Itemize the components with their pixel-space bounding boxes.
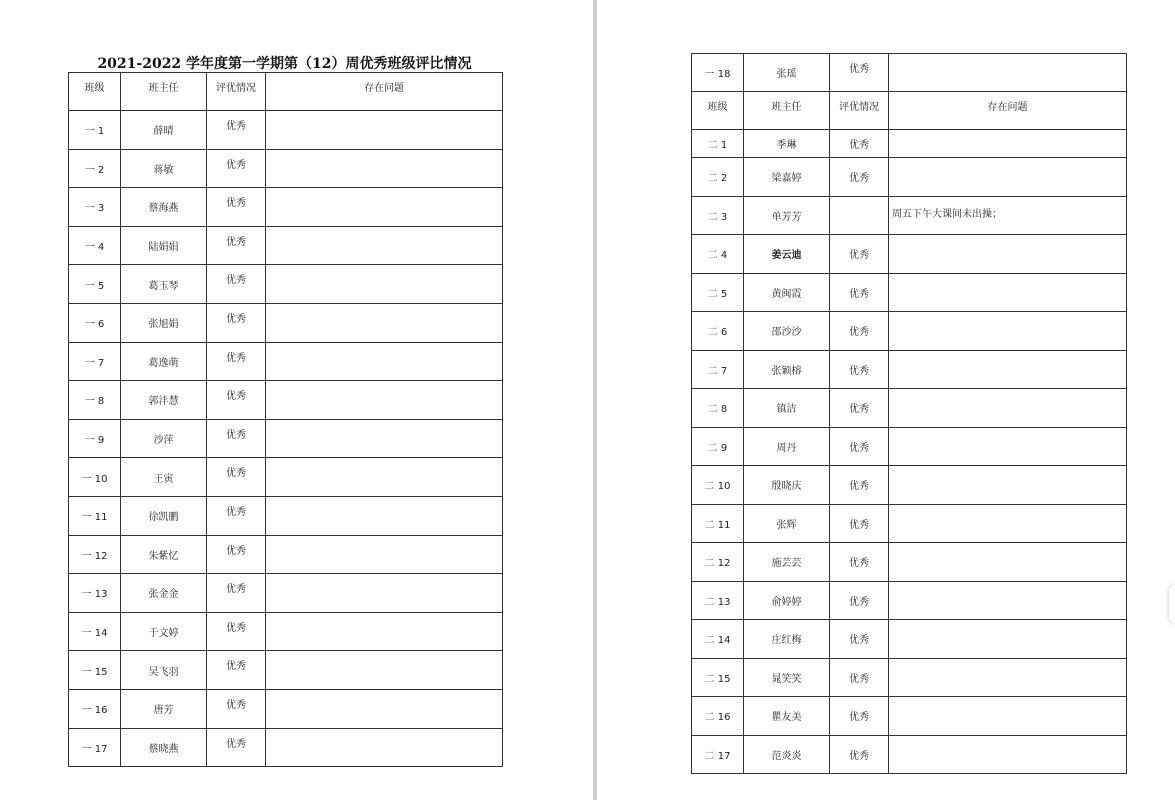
cell-issue [266, 342, 503, 381]
cell-class: 二 7 [692, 350, 744, 389]
cell-issue [266, 111, 503, 150]
table-row [69, 188, 503, 227]
table-row [69, 535, 503, 574]
cell-rating: 优秀 [830, 130, 889, 158]
cell-teacher: 薛晴 [121, 111, 207, 150]
cell-rating: 优秀 [207, 303, 266, 342]
cell-issue [266, 419, 503, 458]
cell-class: 一 17 [69, 728, 121, 767]
table-row [69, 574, 503, 613]
cell-teacher: 张旭娟 [121, 303, 207, 342]
table-row [692, 620, 1127, 659]
cell-rating: 优秀 [207, 381, 266, 420]
cell-teacher: 沙萍 [121, 419, 207, 458]
cell-rating: 优秀 [830, 504, 889, 543]
cell-issue [889, 504, 1127, 543]
table-row [69, 342, 503, 381]
table-row [692, 312, 1127, 351]
table-row [692, 504, 1127, 543]
cell-class: 二 4 [692, 235, 744, 274]
cell-rating: 优秀 [207, 149, 266, 188]
cell-issue [889, 427, 1127, 466]
cell-teacher: 瞿友美 [744, 697, 830, 736]
cell-rating: 优秀 [830, 735, 889, 774]
cell-issue [889, 350, 1127, 389]
table-header-row [69, 73, 503, 111]
cell-class: 一 11 [69, 496, 121, 535]
table-row [69, 149, 503, 188]
rating-table-grade-2 [691, 53, 1127, 774]
cell-teacher: 徐凯鹏 [121, 496, 207, 535]
cell-rating: 优秀 [830, 620, 889, 659]
cell-class: 二 6 [692, 312, 744, 351]
cell-teacher: 姜云迪 [744, 235, 830, 274]
cell-rating: 优秀 [207, 458, 266, 497]
cell-teacher: 陆娟娟 [121, 226, 207, 265]
header-class: 班级 [692, 92, 744, 130]
cell-teacher: 唐芳 [121, 689, 207, 728]
cell-class: 一 6 [69, 303, 121, 342]
cell-rating: 优秀 [830, 427, 889, 466]
cell-teacher: 朱紫忆 [121, 535, 207, 574]
cell-rating: 优秀 [207, 419, 266, 458]
cell-rating: 优秀 [830, 543, 889, 582]
cell-class: 一 14 [69, 612, 121, 651]
cell-rating: 优秀 [830, 235, 889, 274]
table-row [692, 235, 1127, 274]
cell-teacher: 郭沣慧 [121, 381, 207, 420]
cell-teacher: 俞婷婷 [744, 581, 830, 620]
cell-teacher: 张金金 [121, 574, 207, 613]
cell-class: 一 12 [69, 535, 121, 574]
cell-teacher: 季琳 [744, 130, 830, 158]
table-row [69, 458, 503, 497]
cell-class: 二 3 [692, 196, 744, 235]
cell-issue [889, 130, 1127, 158]
cell-rating: 优秀 [207, 265, 266, 304]
table-row [692, 543, 1127, 582]
cell-class: 二 12 [692, 543, 744, 582]
cell-class: 一 10 [69, 458, 121, 497]
cell-issue [889, 312, 1127, 351]
table-row [69, 419, 503, 458]
table-row [692, 427, 1127, 466]
cell-teacher: 蔡晓燕 [121, 728, 207, 767]
cell-issue [889, 735, 1127, 774]
cell-rating: 优秀 [207, 728, 266, 767]
cell-rating: 优秀 [207, 496, 266, 535]
cell-issue [266, 303, 503, 342]
cell-teacher: 殷晓庆 [744, 466, 830, 505]
table-row [69, 303, 503, 342]
document-title: 2021-2022 学年度第一学期第（12）周优秀班级评比情况 [97, 56, 472, 72]
cell-issue [889, 273, 1127, 312]
cell-rating: 优秀 [830, 350, 889, 389]
table-row [69, 612, 503, 651]
cell-issue [266, 496, 503, 535]
cell-rating: 优秀 [830, 389, 889, 428]
cell-rating: 优秀 [830, 273, 889, 312]
cell-issue [889, 54, 1127, 92]
header-teacher: 班主任 [744, 92, 830, 130]
cell-issue [889, 158, 1127, 197]
scroll-handle[interactable] [1169, 585, 1175, 623]
cell-teacher: 葛玉琴 [121, 265, 207, 304]
cell-teacher: 晁笑笑 [744, 658, 830, 697]
cell-class: 一 8 [69, 381, 121, 420]
cell-rating: 优秀 [207, 226, 266, 265]
table-row [69, 728, 503, 767]
cell-rating: 优秀 [207, 689, 266, 728]
cell-teacher: 单芳芳 [744, 196, 830, 235]
table-row [69, 226, 503, 265]
table-row [692, 389, 1127, 428]
cell-teacher: 张瑶 [744, 54, 830, 92]
cell-teacher: 于文婷 [121, 612, 207, 651]
cell-teacher: 范炎炎 [744, 735, 830, 774]
cell-rating: 优秀 [830, 158, 889, 197]
cell-issue [266, 689, 503, 728]
table-row [692, 273, 1127, 312]
table-row [692, 697, 1127, 736]
header-issues: 存在问题 [266, 73, 503, 111]
cell-class: 一 4 [69, 226, 121, 265]
table-row [692, 581, 1127, 620]
cell-issue [266, 651, 503, 690]
cell-teacher: 王寅 [121, 458, 207, 497]
cell-issue [266, 574, 503, 613]
cell-issue [889, 466, 1127, 505]
cell-teacher: 黄闽霞 [744, 273, 830, 312]
rating-table-grade-1 [68, 72, 503, 767]
cell-class: 二 8 [692, 389, 744, 428]
table-row [692, 54, 1127, 92]
cell-rating: 优秀 [830, 697, 889, 736]
cell-class: 二 15 [692, 658, 744, 697]
cell-rating: 优秀 [207, 342, 266, 381]
header-class: 班级 [69, 73, 121, 111]
header-rating: 评优情况 [207, 73, 266, 111]
cell-class: 一 5 [69, 265, 121, 304]
cell-class: 一 16 [69, 689, 121, 728]
cell-class: 二 2 [692, 158, 744, 197]
table-row [692, 196, 1127, 235]
table-row [69, 381, 503, 420]
table-row [69, 689, 503, 728]
cell-rating: 优秀 [830, 658, 889, 697]
cell-class: 二 13 [692, 581, 744, 620]
cell-teacher: 施芸芸 [744, 543, 830, 582]
table-row [692, 466, 1127, 505]
cell-teacher: 邵沙沙 [744, 312, 830, 351]
cell-class: 二 17 [692, 735, 744, 774]
cell-class: 二 5 [692, 273, 744, 312]
cell-class: 二 11 [692, 504, 744, 543]
cell-teacher: 蔡海燕 [121, 188, 207, 227]
cell-rating: 优秀 [830, 54, 889, 92]
cell-rating: 优秀 [207, 111, 266, 150]
cell-rating: 优秀 [830, 581, 889, 620]
cell-rating: 优秀 [207, 535, 266, 574]
cell-issue [266, 226, 503, 265]
table-row [692, 350, 1127, 389]
cell-issue [889, 697, 1127, 736]
cell-teacher: 张颖榕 [744, 350, 830, 389]
cell-teacher: 吴飞羽 [121, 651, 207, 690]
cell-issue [889, 389, 1127, 428]
cell-issue [266, 535, 503, 574]
cell-class: 二 9 [692, 427, 744, 466]
cell-class: 一 1 [69, 111, 121, 150]
cell-issue [266, 381, 503, 420]
cell-class: 一 3 [69, 188, 121, 227]
cell-issue [266, 265, 503, 304]
cell-class: 二 1 [692, 130, 744, 158]
cell-teacher: 庄红梅 [744, 620, 830, 659]
table-row [692, 658, 1127, 697]
cell-class: 二 10 [692, 466, 744, 505]
cell-issue: 周五下午大课间未出操； [889, 196, 1127, 235]
cell-class: 二 14 [692, 620, 744, 659]
table-header-row [692, 92, 1127, 130]
cell-class: 一 7 [69, 342, 121, 381]
table-row [69, 651, 503, 690]
cell-issue [266, 188, 503, 227]
table-row [69, 496, 503, 535]
cell-rating: 优秀 [830, 466, 889, 505]
page-right [597, 0, 1175, 800]
cell-issue [266, 149, 503, 188]
header-issues: 存在问题 [889, 92, 1127, 130]
cell-teacher: 葛逸萌 [121, 342, 207, 381]
cell-issue [889, 581, 1127, 620]
cell-teacher: 镇洁 [744, 389, 830, 428]
cell-class: 一 15 [69, 651, 121, 690]
cell-class: 一 18 [692, 54, 744, 92]
header-teacher: 班主任 [121, 73, 207, 111]
cell-issue [266, 612, 503, 651]
cell-rating: 优秀 [830, 312, 889, 351]
table-row [69, 111, 503, 150]
cell-issue [889, 235, 1127, 274]
cell-issue [889, 543, 1127, 582]
cell-teacher: 蒋敏 [121, 149, 207, 188]
table-row [69, 265, 503, 304]
cell-teacher: 张辉 [744, 504, 830, 543]
cell-teacher: 周丹 [744, 427, 830, 466]
cell-rating: 优秀 [207, 574, 266, 613]
cell-class: 二 16 [692, 697, 744, 736]
cell-rating: 优秀 [207, 612, 266, 651]
cell-rating [830, 196, 889, 235]
cell-class: 一 9 [69, 419, 121, 458]
cell-teacher: 梁嘉婷 [744, 158, 830, 197]
cell-issue [266, 728, 503, 767]
cell-class: 一 2 [69, 149, 121, 188]
cell-rating: 优秀 [207, 651, 266, 690]
cell-issue [889, 658, 1127, 697]
table-row [692, 130, 1127, 158]
cell-class: 一 13 [69, 574, 121, 613]
header-rating: 评优情况 [830, 92, 889, 130]
table-row [692, 735, 1127, 774]
cell-rating: 优秀 [207, 188, 266, 227]
cell-issue [266, 458, 503, 497]
table-row [692, 158, 1127, 197]
cell-issue [889, 620, 1127, 659]
